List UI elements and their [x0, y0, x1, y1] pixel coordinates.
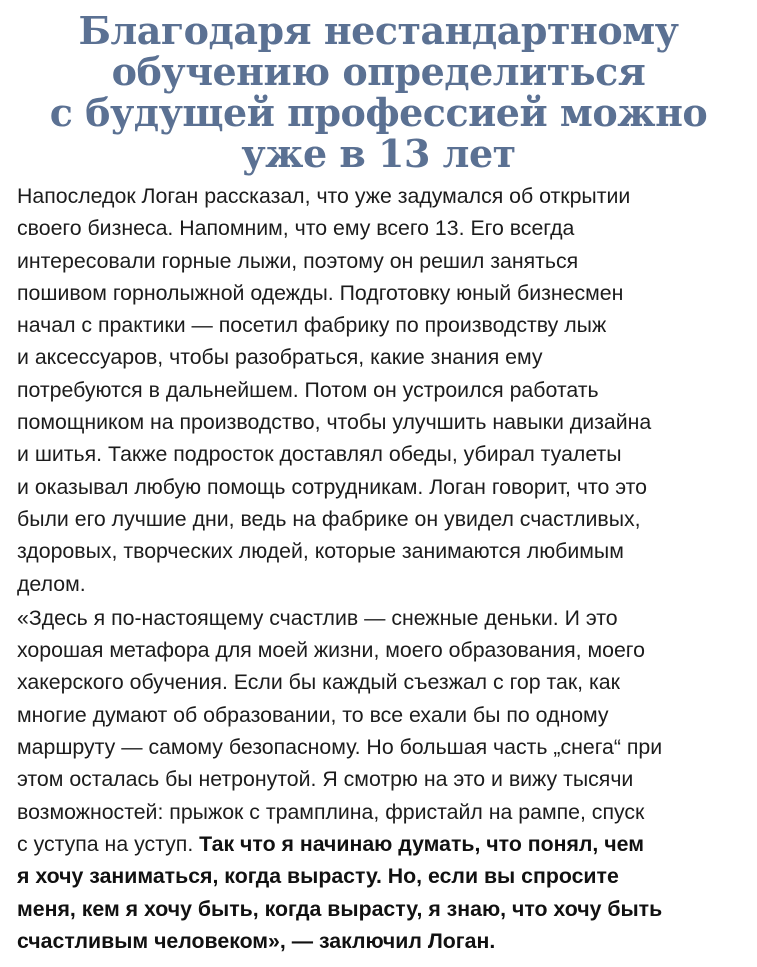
text-line: помощником на производство, чтобы улучшить навыки дизайна — [17, 410, 652, 435]
text-line: потребуются в дальнейшем. Потом он устроился работать — [17, 377, 599, 402]
heading-line: с будущей профессией можно — [49, 90, 708, 135]
text-line: хакерского обучения. Если бы каждый съезжал с гор так, как — [17, 670, 620, 695]
text-line: «Здесь я по-настоящему счастлив — снежные деньки. И это — [17, 605, 618, 630]
text-line: начал с практики — посетил фабрику по производству лыж — [17, 313, 607, 338]
text-line: и аксессуаров, чтобы разобраться, какие знания ему — [17, 345, 543, 370]
text-line: делом. — [17, 571, 86, 596]
text-line: многие думают об образовании, то все ехали бы по одному — [17, 702, 609, 727]
heading-line: уже в 13 лет — [241, 131, 516, 176]
heading-line: обучению определиться — [111, 49, 646, 94]
text-line: своего бизнеса. Напомним, что ему всего 13. Его всегда — [17, 216, 575, 241]
text-line: этом осталась бы нетронутой. Я смотрю на это и вижу тысячи — [17, 767, 634, 792]
text-line: интересовали горные лыжи, поэтому он решил заняться — [17, 248, 579, 273]
text-bold-segment: Так что я начинаю думать, что понял, чем — [199, 831, 644, 856]
text-line: пошивом горнолыжной одежды. Подготовку юный бизнесмен — [17, 280, 624, 305]
text-line-bold: меня, кем я хочу быть, когда вырасту, я знаю, что хочу быть — [17, 896, 663, 921]
text-line: хорошая метафора для моей жизни, моего образования, моего — [17, 638, 645, 663]
text-line: возможностей: прыжок с трамплина, фристайл на рампе, спуск — [17, 799, 645, 824]
text-normal-segment: с уступа на уступ. — [17, 831, 200, 856]
text-line: маршруту — самому безопасному. Но большая часть „снега“ при — [17, 735, 663, 760]
text-line: и шитья. Также подросток доставлял обеды, убирал туалеты — [17, 442, 622, 467]
paragraph-business-plans — [0, 180, 757, 600]
text-line: Напоследок Логан рассказал, что уже задумался об открытии — [17, 184, 631, 208]
paragraph-quote — [0, 602, 757, 957]
heading-line: Благодаря нестандартному — [78, 8, 679, 53]
text-line: здоровых, творческих людей, которые занимаются любимым — [17, 539, 624, 564]
article-heading — [0, 0, 757, 174]
text-line-mixed — [17, 828, 741, 860]
text-line: были его лучшие дни, ведь на фабрике он увидел счастливых, — [17, 506, 641, 531]
text-line-bold: счастливым человеком», — заключил Логан. — [17, 928, 496, 953]
text-line: и оказывал любую помощь сотрудникам. Логан говорит, что это — [17, 474, 648, 499]
text-line-bold: я хочу заниматься, когда вырасту. Но, если вы спросите — [17, 864, 619, 889]
